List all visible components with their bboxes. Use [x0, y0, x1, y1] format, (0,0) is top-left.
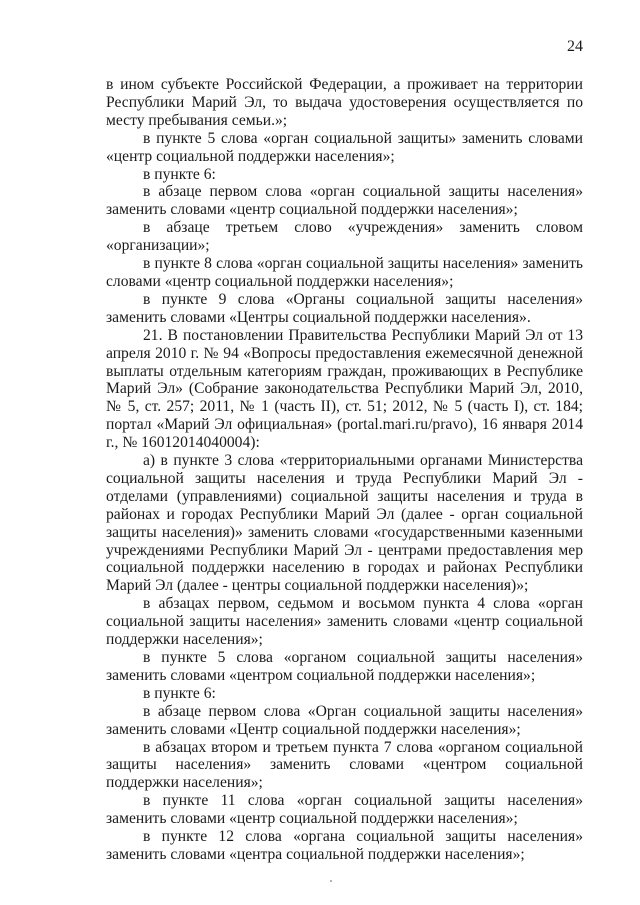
paragraph: в абзаце первом слова «орган социальной защиты населения» заменить словами «центр социальной поддержки населения»; — [106, 183, 583, 219]
paragraph: в абзаце третьем слово «учреждения» заменить словом «организации»; — [106, 219, 583, 255]
paragraph: в пункте 5 слова «орган социальной защиты» заменить словами «центр социальной поддержки населения»; — [106, 129, 583, 165]
paragraph: в пункте 5 слова «органом социальной защиты населения» заменить словами «центром социальной поддержки населения»; — [106, 649, 583, 684]
page-number: 24 — [567, 38, 583, 55]
paragraph: в пункте 6: — [143, 165, 216, 183]
document-body — [106, 76, 583, 864]
paragraph-continuation: в ином субъекте Российской Федерации, а проживает на территории Республики Марий Эл, то выдача удостоверения осуществляется по месту пребывания семьи.»; — [106, 76, 583, 129]
paragraph: в пункте 12 слова «органа социальной защиты населения» заменить словами «центра социальной поддержки населения»; — [106, 828, 583, 863]
section-21-paragraph: 21. В постановлении Правительства Республики Марий Эл от 13 апреля 2010 г. № 94 «Вопросы предоставления ежемесячной денежной выплаты отдельным категориям граждан, проживающих в Республике Марий Эл» (Собрание законодательства Республики Марий Эл, 2010, № 5, ст. 257; 2011, № 1 (часть II), ст. 51; 2012, № 5 (часть I), ст. 184; портал «Марий Эл официальная» (portal.mari.ru/pravo), 16 января 2014 г., № 16012014040004): — [106, 326, 583, 452]
paragraph: в абзацах втором и третьем пункта 7 слова «органом социальной защиты населения» заменить словами «центром социальной поддержки населения»; — [106, 738, 583, 792]
paragraph: в абзацах первом, седьмом и восьмом пункта 4 слова «орган социальной защиты населения» заменить словами «центр социальной поддержки населения»; — [106, 595, 583, 649]
scan-artifact-dot — [330, 880, 332, 882]
paragraph: в пункте 9 слова «Органы социальной защиты населения» заменить словами «Центры социальной поддержки населения». — [106, 290, 583, 326]
paragraph: в пункте 11 слова «орган социальной защиты населения» заменить словами «центр социальной поддержки населения»; — [106, 792, 583, 828]
item-a-paragraph: а) в пункте 3 слова «территориальными органами Министерства социальной защиты населения и труда Республики Марий Эл - отделами (управлениями) социальной защиты населения и труда в районах и городах Республики Марий Эл (далее - орган социальной защиты населения)» заменить словами «государственными казенными учреждениями Республики Марий Эл - центрами предоставления мер социальной поддержки населению в городах и районах Республики Марий Эл (далее - центры социальной поддержки населения)»; — [106, 452, 583, 595]
paragraph: в абзаце первом слова «Орган социальной защиты населения» заменить словами «Центр социальной поддержки населения»; — [106, 702, 583, 738]
paragraph: в пункте 6: — [143, 684, 216, 702]
paragraph: в пункте 8 слова «орган социальной защиты населения» заменить словами «центр социальной поддержки населения»; — [106, 255, 583, 290]
